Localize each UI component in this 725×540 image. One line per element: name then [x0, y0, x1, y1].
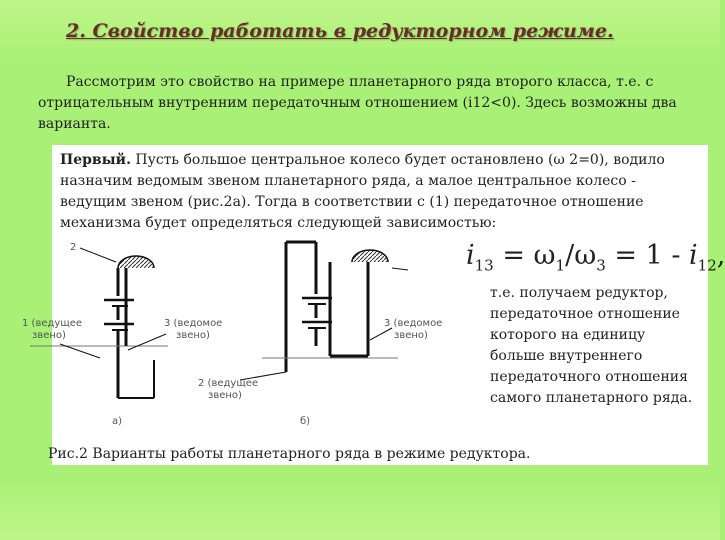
formula-mid: /ω: [565, 240, 597, 271]
formula-i2: i: [689, 240, 698, 271]
first-text: Пусть большое центральное колесо будет остановлено (ω 2=0), водило назначим ведомым звеном планетарного ряда, а малое центральное колесо - ведущим звеном (рис.2а). Тогда в соответствии с (1) передаточное отношение механизма будет определяться следующей зависимостью:: [60, 152, 665, 231]
diagram-b-bottom-label-2: звено): [208, 390, 242, 401]
slide-title: 2. Свойство работать в редукторном режиме.: [66, 20, 614, 42]
diagram-a-right-label-1: 3 (ведомое: [164, 318, 223, 329]
formula-tail: = 1 -: [605, 240, 690, 271]
formula-sub-3: 3: [596, 256, 606, 275]
formula-sub-13: 13: [474, 256, 494, 275]
first-lead: Первый.: [60, 152, 131, 168]
diagram-b-sub-label: б): [300, 416, 311, 427]
figure-caption: Рис.2 Варианты работы планетарного ряда в режиме редуктора.: [48, 446, 531, 462]
formula-eq: = ω: [493, 240, 556, 271]
diagram-a-left-label-1: 1 (ведущее: [22, 318, 83, 329]
fixed-ring-b: [352, 250, 388, 262]
diagram-a-top-label: 2: [70, 242, 77, 253]
diagram-a-sub-label: а): [112, 416, 123, 427]
diagram-b-right-label-1: 3 (ведомое: [384, 318, 443, 329]
intro-paragraph: Рассмотрим это свойство на примере планетарного ряда второго класса, т.е. с отрицательным внутренним передаточным отношением (i12<0). Здесь возможны два варианта.: [38, 74, 677, 132]
formula-sub-12: 12: [697, 256, 717, 275]
formula-sub-1: 1: [555, 256, 566, 275]
side-explanation: т.е. получаем редуктор, передаточное отношение которого на единицу больше внутреннего передаточного отношения самого планетарного ряда.: [490, 285, 693, 406]
diagram-a-left-label-2: звено): [32, 330, 66, 341]
diagram-b-bottom-label-1: 2 (ведущее: [198, 378, 259, 389]
diagram-b: [240, 242, 408, 380]
diagram-b-right-label-2: звено): [394, 330, 428, 341]
diagram-a-right-label-2: звено): [176, 330, 210, 341]
formula-i: i: [466, 240, 475, 271]
fixed-ring-a: [118, 256, 154, 268]
formula-end: ,: [716, 240, 725, 271]
